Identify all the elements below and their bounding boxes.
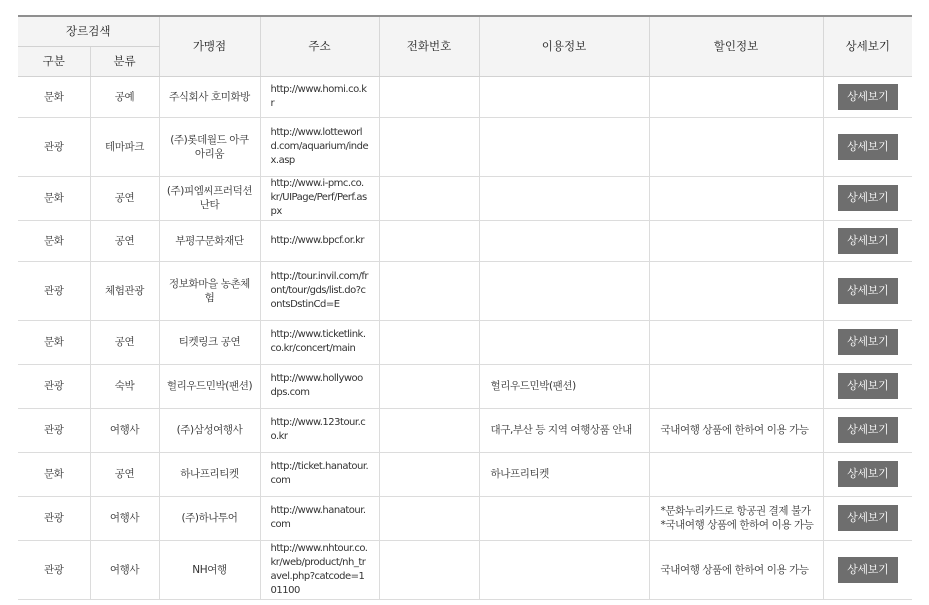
- address-cell: http://www.hollywoodps.com: [260, 364, 379, 408]
- usage-cell: [479, 540, 649, 599]
- category-cell: 문화: [18, 76, 90, 117]
- phone-cell: [379, 496, 479, 540]
- discount-cell: [649, 364, 823, 408]
- merchant-cell: 부평구문화재단: [159, 220, 260, 261]
- phone-cell: [379, 220, 479, 261]
- merchant-cell: 주식회사 호미화방: [159, 76, 260, 117]
- usage-cell: [479, 76, 649, 117]
- usage-cell: 대구,부산 등 지역 여행상품 안내: [479, 408, 649, 452]
- category-cell: 관광: [18, 364, 90, 408]
- discount-cell: [649, 408, 823, 452]
- classification-cell: 숙박: [90, 364, 159, 408]
- merchant-cell: 하나프리티켓: [159, 452, 260, 496]
- classification-cell: 테마파크: [90, 117, 159, 176]
- table-row: [18, 261, 912, 320]
- phone-cell: [379, 76, 479, 117]
- discount-cell: [649, 320, 823, 364]
- classification-cell: 여행사: [90, 408, 159, 452]
- discount-info-header: 할인정보: [649, 16, 823, 76]
- phone-cell: [379, 540, 479, 599]
- table-row: [18, 364, 912, 408]
- merchant-table-body: [18, 76, 912, 599]
- address-cell: http://www.homi.co.kr: [260, 76, 379, 117]
- table-row: [18, 76, 912, 117]
- detail-button[interactable]: 상세보기: [838, 185, 898, 211]
- discount-cell: [649, 220, 823, 261]
- detail-cell: [823, 220, 912, 261]
- merchant-cell: (주)하나투어: [159, 496, 260, 540]
- detail-cell: [823, 496, 912, 540]
- address-cell: http://www.lotteworld.com/aquarium/index.asp: [260, 117, 379, 176]
- classification-cell: 공연: [90, 220, 159, 261]
- classification-cell: 공연: [90, 452, 159, 496]
- address-cell: http://www.bpcf.or.kr: [260, 220, 379, 261]
- category-cell: 문화: [18, 320, 90, 364]
- phone-cell: [379, 176, 479, 220]
- phone-cell: [379, 117, 479, 176]
- discount-cell: [649, 540, 823, 599]
- discount-note: *국내여행 상품에 한하여 이용 가능: [660, 519, 814, 531]
- merchant-cell: 헐리우드민박(팬션): [159, 364, 260, 408]
- detail-button[interactable]: 상세보기: [838, 329, 898, 355]
- detail-cell: [823, 452, 912, 496]
- detail-button[interactable]: 상세보기: [838, 505, 898, 531]
- classification-cell: 체험관광: [90, 261, 159, 320]
- table-row: [18, 220, 912, 261]
- address-cell: http://tour.invil.com/front/tour/gds/list.do?contsDstinCd=E: [260, 261, 379, 320]
- category-cell: 관광: [18, 540, 90, 599]
- phone-cell: [379, 408, 479, 452]
- category-cell: 관광: [18, 408, 90, 452]
- usage-cell: [479, 320, 649, 364]
- discount-cell: [649, 117, 823, 176]
- classification-cell: 공연: [90, 176, 159, 220]
- detail-header: 상세보기: [823, 16, 912, 76]
- detail-cell: [823, 408, 912, 452]
- merchant-table: [18, 15, 912, 600]
- table-row: [18, 176, 912, 220]
- phone-cell: [379, 261, 479, 320]
- classification-cell: 여행사: [90, 496, 159, 540]
- detail-button[interactable]: 상세보기: [838, 134, 898, 160]
- usage-cell: 하나프리티켓: [479, 452, 649, 496]
- merchant-cell: NH여행: [159, 540, 260, 599]
- table-row: [18, 496, 912, 540]
- detail-button[interactable]: 상세보기: [838, 557, 898, 583]
- discount-cell: [649, 76, 823, 117]
- discount-note: *문화누리카드로 항공권 결제 불가: [660, 505, 811, 517]
- discount-cell: [649, 452, 823, 496]
- detail-cell: [823, 117, 912, 176]
- detail-button[interactable]: 상세보기: [838, 84, 898, 110]
- category-cell: 문화: [18, 220, 90, 261]
- classification-cell: 여행사: [90, 540, 159, 599]
- usage-cell: [479, 261, 649, 320]
- detail-cell: [823, 176, 912, 220]
- discount-cell: [649, 176, 823, 220]
- address-cell: http://www.ticketlink.co.kr/concert/main: [260, 320, 379, 364]
- discount-cell: [649, 496, 823, 540]
- detail-button[interactable]: 상세보기: [838, 373, 898, 399]
- table-row: [18, 452, 912, 496]
- address-header: 주소: [260, 16, 379, 76]
- usage-cell: [479, 117, 649, 176]
- usage-cell: 헐리우드민박(팬션): [479, 364, 649, 408]
- table-row: [18, 320, 912, 364]
- merchant-cell: (주)롯데월드 아쿠아리움: [159, 117, 260, 176]
- address-cell: http://www.i-pmc.co.kr/UIPage/Perf/Perf.aspx: [260, 176, 379, 220]
- genre-search-header: 장르검색: [18, 16, 159, 46]
- merchant-header: 가맹점: [159, 16, 260, 76]
- detail-cell: [823, 364, 912, 408]
- usage-cell: [479, 496, 649, 540]
- classification-cell: 공예: [90, 76, 159, 117]
- merchant-cell: (주)피엠씨프러덕션 난타: [159, 176, 260, 220]
- classification-cell: 공연: [90, 320, 159, 364]
- table-row: [18, 540, 912, 599]
- merchant-cell: 티켓링크 공연: [159, 320, 260, 364]
- category-cell: 문화: [18, 176, 90, 220]
- detail-button[interactable]: 상세보기: [838, 278, 898, 304]
- category-header: 구분: [18, 46, 90, 76]
- usage-cell: [479, 176, 649, 220]
- category-cell: 문화: [18, 452, 90, 496]
- discount-note: 국내여행 상품에 한하여 이용 가능: [660, 424, 809, 436]
- category-cell: 관광: [18, 261, 90, 320]
- usage-cell: [479, 220, 649, 261]
- address-cell: http://www.hanatour.com: [260, 496, 379, 540]
- detail-cell: [823, 76, 912, 117]
- detail-button[interactable]: 상세보기: [838, 461, 898, 487]
- phone-cell: [379, 320, 479, 364]
- discount-note: 국내여행 상품에 한하여 이용 가능: [660, 563, 809, 576]
- address-cell: http://www.nhtour.co.kr/web/product/nh_travel.php?catcode=101100: [260, 540, 379, 599]
- detail-cell: [823, 540, 912, 599]
- table-row: [18, 117, 912, 176]
- category-cell: 관광: [18, 496, 90, 540]
- discount-cell: [649, 261, 823, 320]
- table-row: [18, 408, 912, 452]
- classification-header: 분류: [90, 46, 159, 76]
- merchant-table-container: [18, 15, 912, 600]
- detail-button[interactable]: 상세보기: [838, 417, 898, 443]
- detail-cell: [823, 320, 912, 364]
- category-cell: 관광: [18, 117, 90, 176]
- detail-cell: [823, 261, 912, 320]
- detail-button[interactable]: 상세보기: [838, 228, 898, 254]
- merchant-cell: 정보화마을 농촌체험: [159, 261, 260, 320]
- phone-cell: [379, 452, 479, 496]
- merchant-cell: (주)삼성여행사: [159, 408, 260, 452]
- address-cell: http://ticket.hanatour.com: [260, 452, 379, 496]
- usage-info-header: 이용정보: [479, 16, 649, 76]
- phone-cell: [379, 364, 479, 408]
- address-cell: http://www.123tour.co.kr: [260, 408, 379, 452]
- phone-header: 전화번호: [379, 16, 479, 76]
